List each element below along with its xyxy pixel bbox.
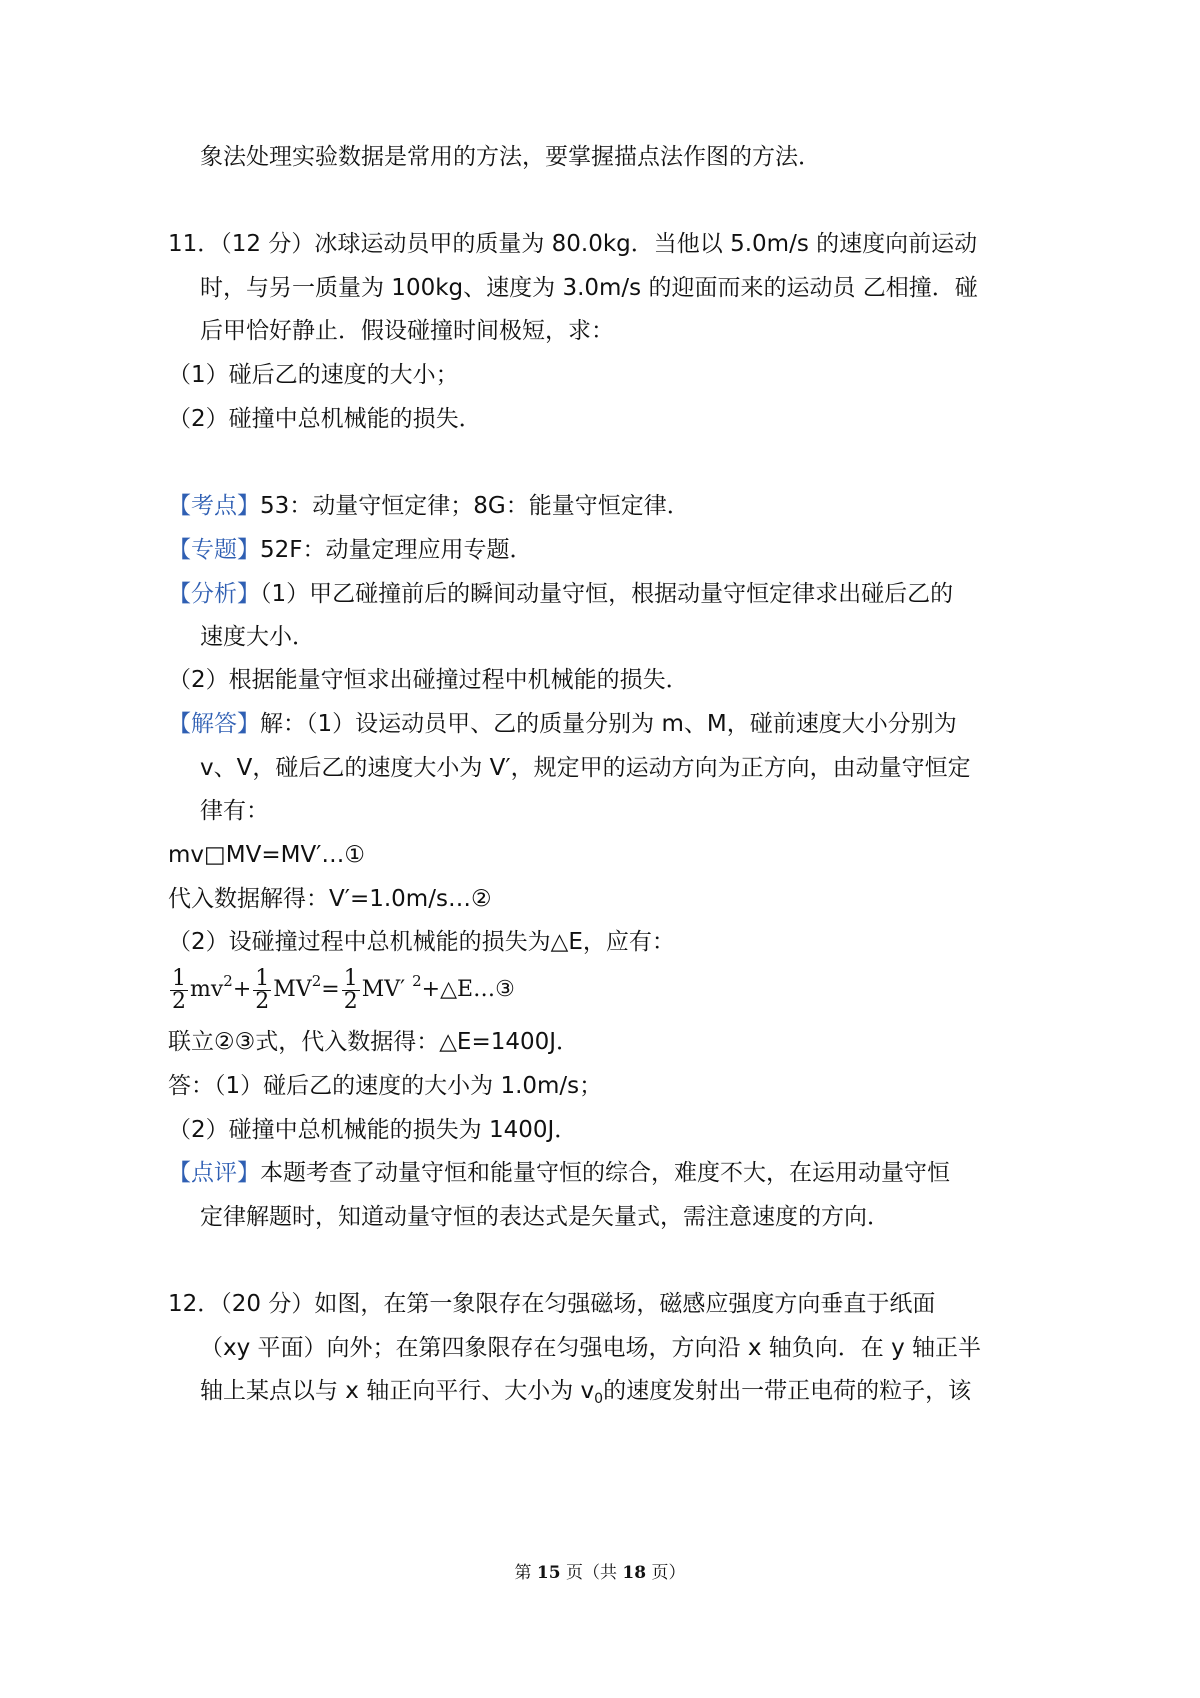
- dianping-tag: 【点评】: [168, 1160, 260, 1186]
- jieda-tag: 【解答】: [168, 711, 260, 737]
- fenxi-text-1: （1）甲乙碰撞前后的瞬间动量守恒，根据动量守恒定律求出碰后乙的: [260, 581, 954, 607]
- fenxi-tag: 【分析】: [168, 581, 260, 607]
- equation-momentum: mv□MV=MV′…①: [168, 842, 366, 868]
- jieda-text-1: 解：（1）设运动员甲、乙的质量分别为 m、M，碰前速度大小分别为: [260, 711, 957, 737]
- q11-sub-question-2: （2）碰撞中总机械能的损失．: [168, 406, 482, 432]
- equation-result-velocity: 代入数据解得：V′=1.0m/s…②: [168, 886, 492, 912]
- dianping-text-2: 定律解题时，知道动量守恒的表达式是矢量式，需注意速度的方向．: [200, 1204, 890, 1230]
- kaodian-row: [168, 490, 690, 522]
- fenxi-text-2: 速度大小．: [200, 624, 315, 650]
- q11-line-2: 时，与另一质量为 100kg、速度为 3.0m/s 的迎面而来的运动员 乙相撞．碰: [200, 275, 978, 301]
- fraction-half-3: $\frac{1}{2}$: [343, 965, 358, 1014]
- jieda-text-2: v、V，碰后乙的速度大小为 V′，规定甲的运动方向为正方向，由动量守恒定: [200, 755, 971, 781]
- zhuanti-text: 52F：动量定理应用专题．: [260, 537, 533, 563]
- answer-1: 答：（1）碰后乙的速度的大小为 1.0m/s；: [168, 1073, 603, 1099]
- fenxi-text-3: （2）根据能量守恒求出碰撞过程中机械能的损失．: [168, 667, 689, 693]
- combine-result: 联立②③式，代入数据得：△E=1400J．: [168, 1029, 580, 1055]
- q12-line-1: 12．（20 分）如图，在第一象限存在匀强磁场，磁感应强度方向垂直于纸面: [168, 1291, 936, 1317]
- fraction-half-2: $\frac{1}{2}$: [255, 965, 270, 1014]
- prev-question-tail: 象法处理实验数据是常用的方法，要掌握描点法作图的方法．: [200, 144, 821, 170]
- fraction-half-1: $\frac{1}{2}$: [172, 965, 186, 1014]
- jieda-text-3: 律有：: [200, 798, 269, 824]
- q11-line-1: 11．（12 分）冰球运动员甲的质量为 80.0kg．当他以 5.0m/s 的速度向前运动: [168, 231, 978, 257]
- dianping-text-1: 本题考查了动量守恒和能量守恒的综合，难度不大，在运用动量守恒: [260, 1160, 950, 1186]
- total-pages: 18: [622, 1563, 647, 1583]
- kaodian-tag: 【考点】: [168, 493, 260, 519]
- page-footer: 第 15 页（共 18 页）: [514, 1563, 686, 1583]
- q11-line-3: 后甲恰好静止．假设碰撞时间极短，求：: [200, 318, 614, 344]
- fenxi-row: [168, 578, 953, 610]
- zhuanti-row: [168, 534, 533, 566]
- kaodian-text: 53：动量守恒定律；8G：能量守恒定律．: [260, 493, 690, 519]
- equation-energy: $\frac{1}{2}$ $mv^2+$ $\frac{1}{2}$ $MV^2=$ $\frac{1}{2}$ MV′ $^2$+△E…③: [172, 965, 515, 1014]
- current-page-number: 15: [536, 1563, 561, 1583]
- jieda-row: [168, 708, 957, 740]
- part-2-intro: （2）设碰撞过程中总机械能的损失为△E，应有：: [168, 929, 675, 955]
- dianping-row: [168, 1157, 950, 1189]
- answer-2: （2）碰撞中总机械能的损失为 1400J．: [168, 1117, 578, 1143]
- q12-line-2: （xy 平面）向外；在第四象限存在匀强电场，方向沿 x 轴负向．在 y 轴正半: [200, 1335, 982, 1361]
- q12-line-3: 轴上某点以与 x 轴正向平行、大小为 $v_0$的速度发射出一带正电荷的粒子，该: [200, 1378, 972, 1407]
- zhuanti-tag: 【专题】: [168, 537, 260, 563]
- q11-sub-question-1: （1）碰后乙的速度的大小；: [168, 362, 459, 388]
